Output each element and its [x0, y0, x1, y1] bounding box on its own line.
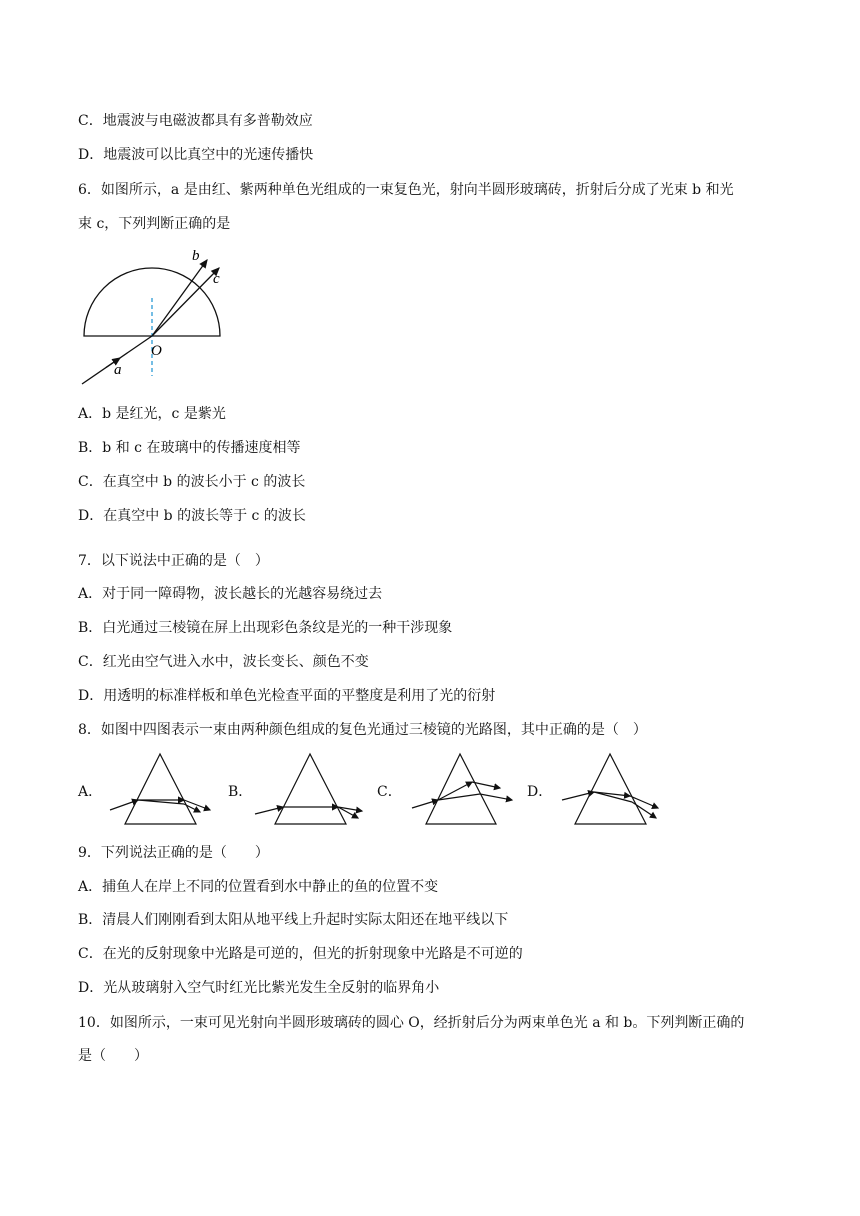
q9-option-d: D．光从玻璃射入空气时红光比紫光发生全反射的临界角小 — [78, 980, 440, 996]
label-a: a — [114, 362, 122, 378]
q5-option-d: D．地震波可以比真空中的光速传播快 — [78, 147, 314, 163]
q6-stem-line1: 6．如图所示，a 是由红、紫两种单色光组成的一束复色光，射向半圆形玻璃砖，折射后分成了光束 b 和光 — [78, 182, 734, 198]
q10-stem-line2: 是（ ） — [78, 1048, 148, 1064]
q7-option-d: D．用透明的标准样板和单色光检查平面的平整度是利用了光的衍射 — [78, 688, 496, 704]
q8-stem: 8．如图中四图表示一束由两种颜色组成的复色光通过三棱镜的光路图，其中正确的是（ ） — [78, 722, 647, 738]
q8-label-d: D． — [527, 784, 553, 800]
label-o: O — [151, 343, 162, 359]
prism-c — [412, 754, 512, 824]
q8-label-a: A． — [78, 784, 103, 800]
q7-option-a: A．对于同一障碍物，波长越长的光越容易绕过去 — [78, 586, 383, 602]
q7-stem: 7．以下说法中正确的是（ ） — [78, 553, 269, 569]
prism-a — [110, 754, 210, 824]
q6-stem-line2: 束 c，下列判断正确的是 — [78, 216, 231, 232]
q5-option-c: C．地震波与电磁波都具有多普勒效应 — [78, 113, 313, 129]
q6-option-a: A．b 是红光，c 是紫光 — [78, 406, 226, 422]
prism-b — [255, 754, 362, 824]
q6-semicircle-figure — [76, 246, 236, 391]
q9-option-b: B．清晨人们刚刚看到太阳从地平线上升起时实际太阳还在地平线以下 — [78, 912, 509, 928]
q9-stem: 9．下列说法正确的是（ ） — [78, 845, 269, 861]
q6-option-b: B．b 和 c 在玻璃中的传播速度相等 — [78, 440, 301, 456]
q8-label-b: B． — [228, 784, 253, 800]
q10-stem-line1: 10．如图所示，一束可见光射向半圆形玻璃砖的圆心 O，经折射后分为两束单色光 a 和 b。下列判断正确的 — [78, 1015, 745, 1031]
q6-option-c: C．在真空中 b 的波长小于 c 的波长 — [78, 474, 306, 490]
q7-option-b: B．白光通过三棱镜在屏上出现彩色条纹是光的一种干涉现象 — [78, 620, 453, 636]
refracted-ray-b — [152, 260, 207, 336]
q8-label-c: C． — [377, 784, 402, 800]
q6-option-d: D．在真空中 b 的波长等于 c 的波长 — [78, 508, 306, 524]
label-c: c — [213, 271, 220, 287]
refracted-ray-c — [152, 268, 219, 336]
prism-d — [562, 754, 658, 824]
q9-option-c: C．在光的反射现象中光路是可逆的，但光的折射现象中光路是不可逆的 — [78, 946, 523, 962]
q8-prism-figures — [100, 752, 670, 830]
label-b: b — [192, 248, 200, 264]
q9-option-a: A．捕鱼人在岸上不同的位置看到水中静止的鱼的位置不变 — [78, 879, 439, 895]
q7-option-c: C．红光由空气进入水中，波长变长、颜色不变 — [78, 654, 369, 670]
